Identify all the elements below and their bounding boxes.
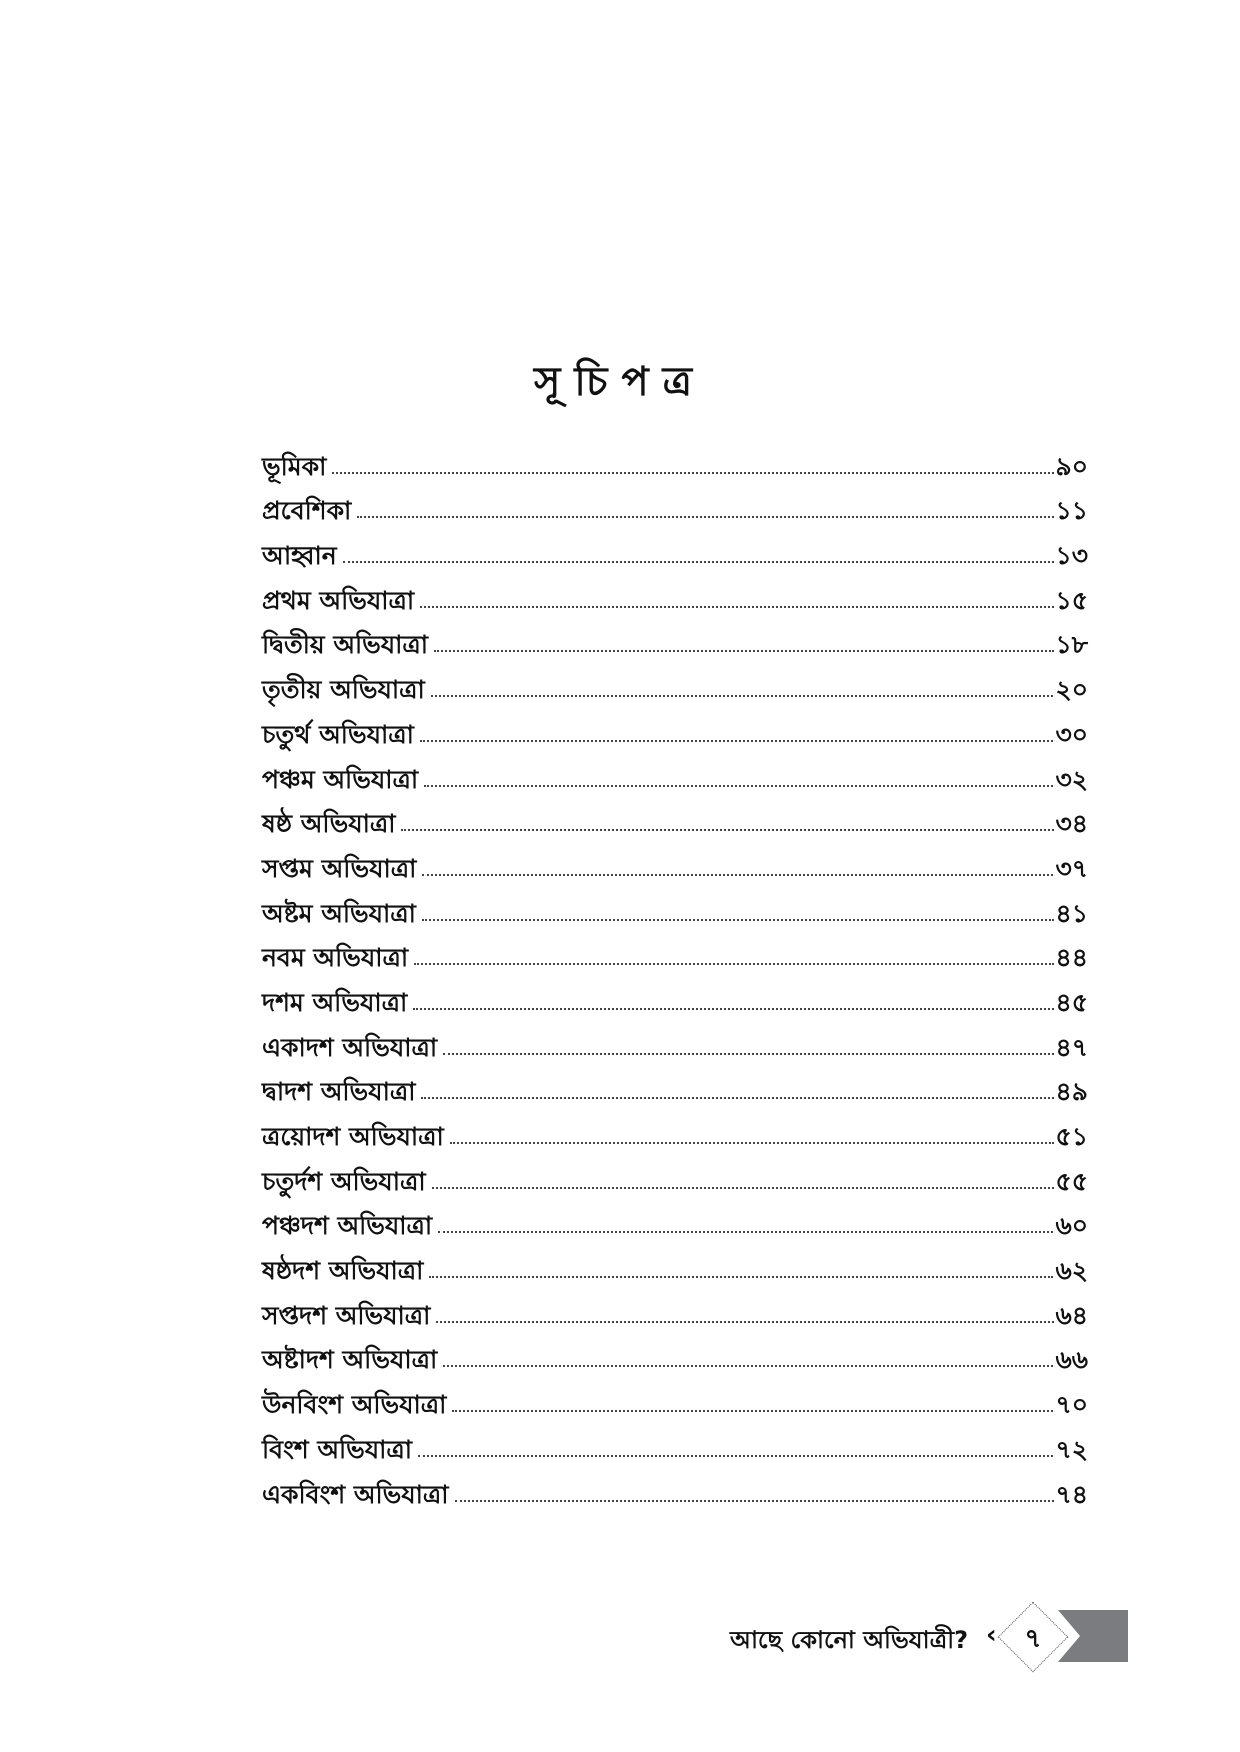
page-title: সূচিপত্র [534, 359, 706, 405]
toc-entry-title: বিংশ অভিযাত্রা [262, 1434, 413, 1464]
toc-entry-page: ৬৬ [1055, 1345, 1088, 1375]
dot-leader [432, 1187, 1054, 1189]
toc-entry [262, 616, 1088, 661]
toc-entry-title: প্রথম অভিযাত্রা [262, 585, 415, 615]
page-footer [0, 1608, 1240, 1668]
toc-entry-title: অষ্টম অভিযাত্রা [262, 898, 416, 928]
toc-entry-page: ৬৪ [1055, 1300, 1088, 1330]
toc-entry [262, 660, 1088, 705]
dot-leader [455, 1500, 1054, 1502]
toc-entry-title: সপ্তদশ অভিযাত্রা [262, 1300, 431, 1330]
toc-entry-title: একাদশ অভিযাত্রা [262, 1032, 438, 1062]
toc-entry-title: তৃতীয় অভিযাত্রা [262, 675, 425, 705]
toc-entry-title: অষ্টাদশ অভিযাত্রা [262, 1345, 438, 1375]
toc-entry-page: ১১ [1055, 496, 1088, 526]
toc-entry-page: ৩৭ [1055, 853, 1088, 883]
dot-leader [418, 1455, 1053, 1457]
toc-entry-title: দ্বাদশ অভিযাত্রা [262, 1077, 416, 1107]
toc-entry-title: চতুর্দশ অভিযাত্রা [262, 1166, 426, 1196]
toc-entry-page: ৭২ [1055, 1434, 1088, 1464]
toc-entry-page: ৪১ [1055, 898, 1088, 928]
toc-entry-page: ৬২ [1055, 1256, 1088, 1286]
toc-entry-title: একবিংশ অভিযাত্রা [262, 1479, 449, 1509]
toc-entry-page: ১৫ [1055, 585, 1088, 615]
toc-entry [262, 1420, 1088, 1465]
toc-entry-title: ভূমিকা [262, 451, 327, 481]
toc-entry [262, 973, 1088, 1018]
dot-leader [438, 1231, 1053, 1233]
toc-entry-title: ষষ্ঠ অভিযাত্রা [262, 809, 396, 839]
toc-entry-page: ৩৪ [1055, 809, 1088, 839]
toc-entry-page: ৪৯ [1055, 1077, 1088, 1107]
toc-entry [262, 839, 1088, 884]
toc-entry [262, 884, 1088, 929]
toc-entry-title: দশম অভিযাত্রা [262, 987, 408, 1017]
toc-entry [262, 750, 1088, 795]
toc-entry-title: ত্রয়োদশ অভিযাত্রা [262, 1122, 444, 1151]
toc-entry [262, 795, 1088, 840]
toc-entry-title: সপ্তম অভিযাত্রা [262, 853, 417, 883]
toc-entry-title: পঞ্চম অভিযাত্রা [262, 764, 419, 794]
toc-entry [262, 1152, 1088, 1197]
toc-entry-page: ৭০ [1055, 1390, 1088, 1420]
dot-leader [443, 1053, 1053, 1055]
toc-entry-page: ৬০ [1055, 1211, 1088, 1241]
dot-leader [450, 1142, 1054, 1144]
toc-entry [262, 1197, 1088, 1242]
toc-entry-title: ষষ্ঠদশ অভিযাত্রা [262, 1256, 424, 1286]
dot-leader [332, 472, 1053, 474]
toc-entry [262, 1063, 1088, 1108]
toc-entry [262, 1018, 1088, 1063]
toc-entry-page: ৫৫ [1055, 1166, 1088, 1196]
toc-entry-title: পঞ্চদশ অভিযাত্রা [262, 1211, 433, 1241]
footer-book-title: আছে কোনো অভিযাত্রী? [729, 1626, 968, 1654]
dot-leader [414, 963, 1053, 965]
toc-entry [262, 1331, 1088, 1376]
toc-entry [262, 526, 1088, 571]
toc-entry-title: উনবিংশ অভিযাত্রা [262, 1390, 447, 1420]
toc-entry-page: ৯০ [1055, 451, 1088, 481]
toc-entry [262, 1465, 1088, 1510]
dot-leader [413, 1008, 1053, 1010]
toc-entry-title: প্রবেশিকা [262, 496, 352, 526]
toc-entry [262, 1241, 1088, 1286]
toc-entry-page: ১৮ [1055, 630, 1088, 660]
toc-entry-title: দ্বিতীয় অভিযাত্রা [262, 630, 429, 660]
dot-leader [431, 695, 1054, 697]
toc-entry-page: ৩০ [1055, 719, 1088, 749]
dot-leader [420, 740, 1054, 742]
dot-leader [421, 1097, 1053, 1099]
table-of-contents [262, 437, 1088, 1510]
toc-entry-page: ২০ [1055, 675, 1088, 705]
toc-entry-title: চতুর্থ অভিযাত্রা [262, 719, 414, 749]
dot-leader [429, 1276, 1053, 1278]
toc-entry-page: ৪৭ [1055, 1032, 1088, 1062]
toc-entry-page: ১৩ [1055, 541, 1088, 571]
chevron-left-icon: ‹ [986, 1620, 997, 1650]
dot-leader [422, 874, 1053, 876]
toc-entry-title: আহ্বান [262, 541, 337, 571]
toc-entry [262, 571, 1088, 616]
footer-page-number: ৭ [1024, 1624, 1042, 1654]
dot-leader [436, 1321, 1053, 1323]
dot-leader [343, 561, 1054, 563]
toc-entry [262, 1375, 1088, 1420]
toc-entry [262, 1107, 1088, 1152]
dot-leader [424, 785, 1053, 787]
toc-entry [262, 437, 1088, 482]
toc-entry-page: ৫১ [1055, 1122, 1088, 1151]
toc-entry-page: ৪৪ [1055, 943, 1088, 973]
dot-leader [401, 829, 1053, 831]
toc-entry [262, 482, 1088, 527]
toc-entry [262, 705, 1088, 750]
toc-entry-page: ৩২ [1055, 764, 1088, 794]
toc-entry [262, 1286, 1088, 1331]
dot-leader [420, 606, 1053, 608]
dot-leader [443, 1365, 1053, 1367]
dot-leader [357, 516, 1053, 518]
dot-leader [452, 1410, 1053, 1412]
dot-leader [434, 650, 1053, 652]
toc-entry [262, 929, 1088, 974]
dot-leader [422, 919, 1054, 921]
toc-entry-page: ৭৪ [1055, 1479, 1088, 1509]
toc-entry-page: ৪৫ [1055, 987, 1088, 1017]
toc-entry-title: নবম অভিযাত্রা [262, 943, 409, 973]
